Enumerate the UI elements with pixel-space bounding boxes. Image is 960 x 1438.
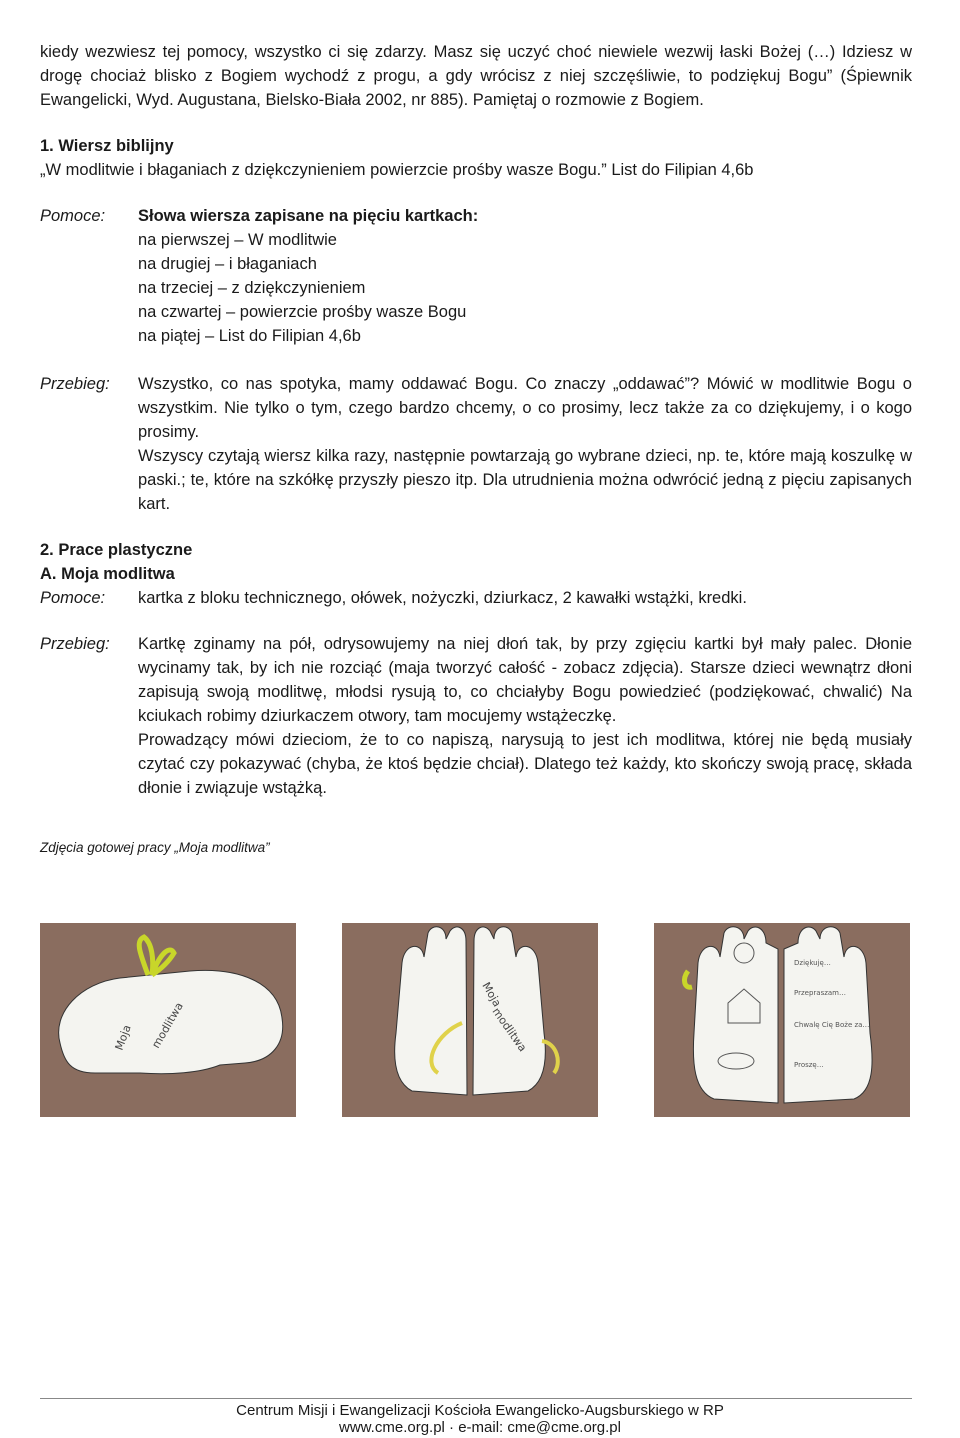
page-content (40, 40, 912, 860)
handwriting: Proszę… (794, 1061, 824, 1069)
pomoce-text: kartka z bloku technicznego, ołówek, nożyczki, dziurkacz, 2 kawałki wstążki, kredki. (138, 589, 747, 607)
section-1-pomoce (40, 204, 912, 348)
pomoce-label: Pomoce: (40, 589, 106, 607)
pomoce-label: Pomoce: (40, 207, 106, 225)
przebieg-label: Przebieg: (40, 375, 110, 393)
footer-divider (40, 1398, 912, 1399)
section-2-przebieg (40, 632, 912, 800)
bible-verse: „W modlitwie i błaganiach z dziękczynieniem powierzcie prośby wasze Bogu.” List do Filipian 4,6b (40, 161, 754, 179)
section-2-heading: 2. Prace plastyczne (40, 541, 193, 559)
przebieg-paragraph: Kartkę zginamy na pół, odrysowujemy na niej dłoń tak, by przy zgięciu kartki był mały palec. Dłonie wycinamy tak, by ich nie rozciąć (maja tworzyć całość - zobacz zdjęcia). Starsze dzieci wewnątrz dłoni zapisują swoją modlitwę, młodsi rysują to, co chciałyby Bogu powiedzieć (podziękować, chwalić) Na kciukach robimy dziurkaczem otwory, tam mocujemy wstążeczkę. (138, 635, 912, 725)
przebieg-label: Przebieg: (40, 635, 110, 653)
footer-contact: www.cme.org.pl · e-mail: cme@cme.org.pl (339, 1419, 621, 1436)
handwriting: Chwalę Cię Boże za… (794, 1021, 870, 1029)
handwriting: modlitwa (489, 1005, 530, 1055)
pomoce-line: na pierwszej – W modlitwie (138, 231, 337, 249)
photo-open-card-drawings (654, 923, 910, 1117)
section-1-heading: 1. Wiersz biblijny (40, 137, 174, 155)
photo-row (40, 923, 910, 1117)
photo-closed-card (40, 923, 296, 1117)
handwriting: Przepraszam… (794, 989, 846, 997)
pomoce-line: na drugiej – i błaganiach (138, 255, 317, 273)
section-2-pomoce (40, 586, 912, 610)
handwriting: Moja (479, 980, 504, 1010)
pomoce-title: Słowa wiersza zapisane na pięciu kartkach: (138, 207, 479, 225)
handwriting: modlitwa (149, 1000, 186, 1051)
section-1-przebieg (40, 372, 912, 516)
photo-open-card-text (342, 923, 598, 1117)
handwriting: Moja (112, 1023, 134, 1053)
handwriting: Dziękuję… (794, 959, 831, 967)
ribbon (685, 971, 692, 987)
przebieg-paragraph: Wszyscy czytają wiersz kilka razy, następnie powtarzają go wybrane dzieci, np. te, które mają koszulkę w paski.; te, które na szkółkę przyszły pieszo itp. Dla utrudnienia można odwrócić jedną z pięciu zapisanych kart. (138, 447, 912, 513)
paper-hand-right (473, 927, 545, 1095)
przebieg-paragraph: Prowadzący mówi dzieciom, że to co napiszą, narysują to jest ich modlitwa, której nie będą musiały czytać czy pokazywać (chyba, że ktoś będzie chciał). Dlatego też każdy, kto skończy swoją pracę, składa dłonie i związuje wstążką. (138, 731, 912, 797)
pomoce-line: na trzeciej – z dziękczynieniem (138, 279, 366, 297)
section-2-subheading: A. Moja modlitwa (40, 565, 175, 583)
paper-hand-left (693, 927, 778, 1103)
footer-organization: Centrum Misji i Ewangelizacji Kościoła Ewangelicko-Augsburskiego w RP (236, 1402, 724, 1419)
przebieg-paragraph: Wszystko, co nas spotyka, mamy oddawać Bogu. Co znaczy „oddawać”? Mówić w modlitwie Bogu o wszystkim. Nie tylko o tym, czego bardzo chcemy, o co prosimy, lecz także za co dziękujemy, i o kogo prosimy. (138, 375, 912, 441)
pomoce-line: na piątej – List do Filipian 4,6b (138, 327, 361, 345)
photo-caption: Zdjęcia gotowej pracy „Moja modlitwa” (40, 840, 270, 855)
intro-paragraph: kiedy wezwiesz tej pomocy, wszystko ci się zdarzy. Masz się uczyć choć niewiele wezwij łaski Bożej (…) Idziesz w drogę chociaż blisko z Bogiem wychodź z progu, a gdy wrócisz z niej szczęśliwie, to podziękuj Bogu” (Śpiewnik Ewangelicki, Wyd. Augustana, Bielsko-Biała 2002, nr 885). Pamiętaj o rozmowie z Bogiem. (40, 43, 912, 109)
pomoce-line: na czwartej – powierzcie prośby wasze Bogu (138, 303, 467, 321)
paper-hand-right (784, 927, 872, 1103)
ribbon (139, 937, 174, 975)
paper-hand-left (395, 927, 467, 1095)
